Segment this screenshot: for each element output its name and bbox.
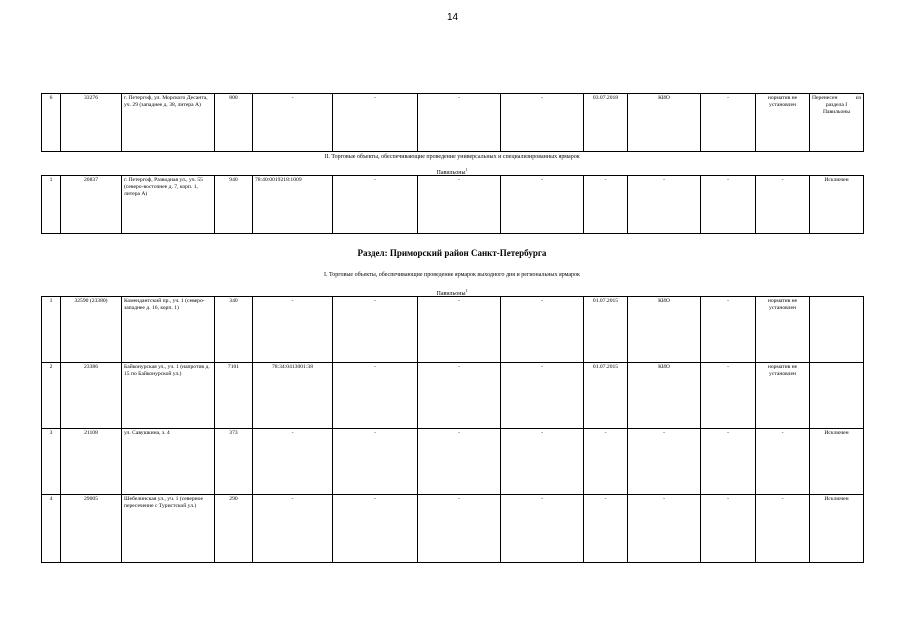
address-cell: Комендантский пр., уч. 1 (северо-западнее д. 16, корп. 1) <box>122 297 215 363</box>
column-8-cell: - <box>501 94 584 152</box>
register-table-1 <box>41 93 864 152</box>
date-cell: 01.07.2015 <box>584 363 628 429</box>
cadastral-cell: - <box>253 495 333 563</box>
address-cell: Байконурская ул., уч. 1 (напротив д. 15 по Байконурской ул.) <box>122 363 215 429</box>
table-row <box>42 495 864 563</box>
area-cell: 940 <box>215 176 253 234</box>
column-6-cell: - <box>333 297 418 363</box>
register-table-3 <box>41 296 864 563</box>
column-6-cell: - <box>333 363 418 429</box>
note-part-rest: раздела I Павильоны <box>822 102 851 115</box>
area-cell: 340 <box>215 297 253 363</box>
column-6-cell: - <box>333 176 418 234</box>
org-cell: КИО <box>628 297 701 363</box>
column-8-cell: - <box>501 363 584 429</box>
table-row <box>42 363 864 429</box>
row-number: 4 <box>42 495 61 563</box>
norm-cell: норматив не установлен <box>756 297 810 363</box>
note-cell: Исключен <box>810 429 864 495</box>
norm-cell: - <box>756 429 810 495</box>
cadastral-cell: 78:34:0413001:38 <box>253 363 333 429</box>
object-id: 32590 (23380) <box>61 297 122 363</box>
note-cell <box>810 297 864 363</box>
object-id: 21108 <box>61 429 122 495</box>
norm-cell: - <box>756 495 810 563</box>
area-cell: 290 <box>215 495 253 563</box>
note-cell <box>810 363 864 429</box>
norm-cell: норматив не установлен <box>756 363 810 429</box>
cadastral-cell: - <box>253 429 333 495</box>
address-cell: ул. Савушкина, з. 4 <box>122 429 215 495</box>
norm-cell: - <box>756 176 810 234</box>
org-cell: - <box>628 176 701 234</box>
column-6-cell: - <box>333 94 418 152</box>
address-cell: г. Петергоф, ул. Морского Десанта, уч. 29 (западнее д. 38, литера А) <box>122 94 215 152</box>
note-cell: Исключен <box>810 495 864 563</box>
column-7-cell: - <box>418 176 501 234</box>
table-row <box>42 94 864 152</box>
subheading-pavilions-1: Павильоны$^1$ <box>436 167 468 176</box>
object-id: 29005 <box>61 495 122 563</box>
row-number: 3 <box>42 429 61 495</box>
address-cell: г. Петергоф, Разводная ул., уч. 55 (северо-восточнее д. 7, корп. 1, литера А) <box>122 176 215 234</box>
section-caption-fairs: I. Торговые объекты, обеспечивающие проведение ярмарок выходного дня и региональных ярмарок <box>324 272 580 278</box>
column-7-cell: - <box>418 297 501 363</box>
note-cell: Исключен <box>810 176 864 234</box>
org-cell: КИО <box>628 94 701 152</box>
date-cell: 03.07.2018 <box>584 94 628 152</box>
object-id: 20837 <box>61 176 122 234</box>
section-caption-trade: II. Торговые объекты, обеспечивающие проведение универсальных и специализированных ярмарок <box>324 154 580 160</box>
org-cell: - <box>628 495 701 563</box>
date-cell: 01.07.2015 <box>584 297 628 363</box>
area-cell: 373 <box>215 429 253 495</box>
subheading-pavilions-2: Павильоны$^1$ <box>436 288 468 297</box>
column-8-cell: - <box>501 176 584 234</box>
note-cell <box>810 94 864 152</box>
register-table-2 <box>41 175 864 234</box>
column-8-cell: - <box>501 429 584 495</box>
object-id: 33276 <box>61 94 122 152</box>
section-heading: Раздел: Приморский район Санкт-Петербурга <box>357 248 547 258</box>
row-number: 1 <box>42 176 61 234</box>
org-cell: КИО <box>628 363 701 429</box>
norm-cell: норматив не установлен <box>756 94 810 152</box>
page-number: 14 <box>446 12 459 23</box>
area-cell: 800 <box>215 94 253 152</box>
column-7-cell: - <box>418 429 501 495</box>
column-6-cell: - <box>333 495 418 563</box>
column-11-cell: - <box>701 495 756 563</box>
org-cell: - <box>628 429 701 495</box>
date-cell: - <box>584 429 628 495</box>
date-cell: - <box>584 176 628 234</box>
column-11-cell: - <box>701 429 756 495</box>
object-id: 23386 <box>61 363 122 429</box>
column-8-cell: - <box>501 297 584 363</box>
row-number: 6 <box>42 94 61 152</box>
note-part-a: Перенесен <box>812 95 838 101</box>
column-7-cell: - <box>418 495 501 563</box>
column-7-cell: - <box>418 94 501 152</box>
cadastral-cell: - <box>253 94 333 152</box>
column-6-cell: - <box>333 429 418 495</box>
column-11-cell: - <box>701 297 756 363</box>
date-cell: - <box>584 495 628 563</box>
row-number: 1 <box>42 297 61 363</box>
cadastral-cell: 78:40:0019218:1009 <box>253 176 333 234</box>
column-11-cell: - <box>701 363 756 429</box>
table-row <box>42 429 864 495</box>
area-cell: 7101 <box>215 363 253 429</box>
column-7-cell: - <box>418 363 501 429</box>
column-11-cell: - <box>701 176 756 234</box>
row-number: 2 <box>42 363 61 429</box>
table-row <box>42 297 864 363</box>
table-row <box>42 176 864 234</box>
column-11-cell: - <box>701 94 756 152</box>
note-part-b: из <box>855 95 861 101</box>
cadastral-cell: - <box>253 297 333 363</box>
address-cell: Шебелинская ул., уч. 1 (северное пересечение с Туристской ул.) <box>122 495 215 563</box>
column-8-cell: - <box>501 495 584 563</box>
